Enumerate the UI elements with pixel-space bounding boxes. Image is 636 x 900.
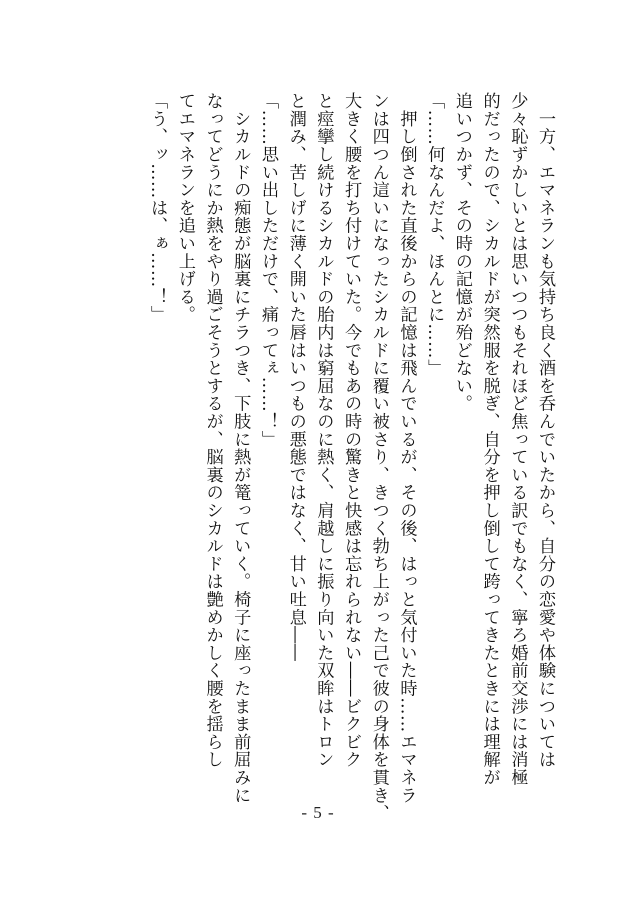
- text-line: と痙攣し続けるシカルドの胎内は窮屈なのに熱く、肩越しに振り向いた双眸はトロン: [313, 92, 334, 769]
- vertical-text-body: [142, 92, 558, 822]
- text-line: 一方、エマネランも気持ち良く酒を呑んでいたから、自分の恋愛や体験については: [535, 92, 555, 769]
- text-line: ンは四つん這いになったシカルドに覆い被さり、きつく勃ち上がった己で彼の身体を貫き、: [368, 92, 389, 822]
- text-line: 追いつかず、その時の記憶が殆どない。: [451, 92, 472, 413]
- dialogue-line: 「う、ッ……は、ぁ……！」: [147, 92, 168, 324]
- text-line: なってどうにか熱をやり過ごそうとするが、脳裏のシカルドは艶めかしく腰を揺らし: [202, 92, 223, 769]
- text-line: と潤み、苦しげに薄く開いた唇はいつもの悪態ではなく、甘い吐息――: [285, 92, 306, 662]
- text-line: 少々恥ずかしいとは思いつつもそれほど焦っている訳でもなく、寧ろ婚前交渉には消極: [507, 92, 528, 787]
- text-line: 押し倒された直後からの記憶は飛んでいるが、その後、はっと気付いた時……エマネラ: [396, 92, 417, 804]
- dialogue-line: 「……思い出しただけで、痛ってぇ……！」: [257, 92, 278, 448]
- text-line: 的だったので、シカルドが突然服を脱ぎ、自分を押し倒して跨ってきたときには理解が: [479, 92, 500, 787]
- page-number: - 5 -: [301, 803, 335, 822]
- text-line: シカルドの痴態が脳裏にチラつき、下肢に熱が篭っていく。椅子に座ったまま前屈みに: [230, 92, 251, 804]
- text-line: 大きく腰を打ち付けていた。今でもあの時の驚きと快感は忘れられない――ビクビク: [341, 92, 362, 769]
- dialogue-line: 「……何なんだよ、ほんとに……」: [424, 92, 445, 377]
- text-line: てエマネランを追い上げる。: [174, 92, 195, 324]
